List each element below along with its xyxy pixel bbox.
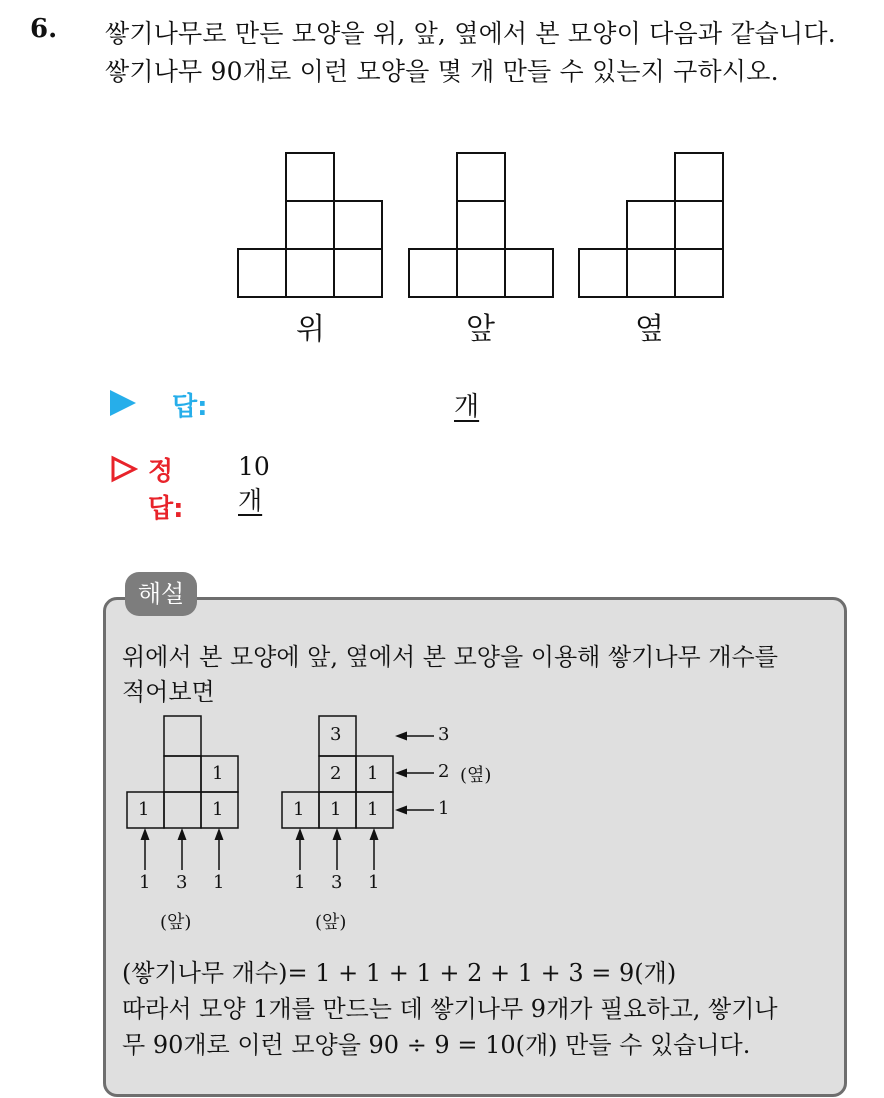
explanation-formula: (쌓기나무 개수)= 1 + 1 + 1 + 2 + 1 + 3 = 9(개) [122, 959, 677, 987]
diagram2-caption: (앞) [315, 912, 347, 933]
diagram2-cell: 1 [293, 799, 305, 820]
question-text-line2: 쌓기나무 90개로 이런 모양을 몇 개 만들 수 있는지 구하시오. [105, 57, 779, 86]
views-svg [230, 146, 730, 306]
top-view-label: 위 [296, 312, 325, 347]
diagram2-height: 1 [368, 872, 380, 893]
diagram2-cell: 1 [367, 763, 379, 784]
diagram1-caption: (앞) [160, 912, 192, 933]
diagram2-height: 3 [331, 872, 343, 893]
correct-answer-value-wrap [238, 452, 270, 517]
diagram1-cell: 1 [138, 799, 150, 820]
correct-answer-label: 정답: [148, 457, 184, 524]
diagram2-side-height: 3 [438, 724, 450, 745]
diagram2-cell: 3 [330, 724, 342, 745]
diagram2-cell: 1 [367, 799, 379, 820]
diagram2-cell: 1 [330, 799, 342, 820]
answer-unit: 개 [454, 392, 480, 422]
explanation-line3: 따라서 모양 1개를 만드는 데 쌓기나무 9개가 필요하고, 쌓기나 [122, 995, 778, 1023]
explanation-line4: 무 90개로 이런 모양을 90 ÷ 9 = 10(개) 만들 수 있습니다. [122, 1031, 751, 1059]
explanation-diagram-svg [122, 710, 522, 940]
hollow-triangle-icon [110, 455, 138, 483]
side-view-label: 옆 [635, 312, 664, 347]
question-number: 6. [30, 14, 58, 44]
left-arrows [401, 736, 434, 810]
diagram2-side-caption: (옆) [460, 765, 492, 786]
answer-label: 답: [172, 392, 208, 422]
top-view-grid [238, 153, 382, 297]
diagram2-height: 1 [294, 872, 306, 893]
diagram1-cell: 1 [212, 763, 224, 784]
diagram1-height: 3 [176, 872, 188, 893]
side-view-grid [579, 153, 723, 297]
diagram1-height: 1 [213, 872, 225, 893]
question-text-line1: 쌓기나무로 만든 모양을 위, 앞, 옆에서 본 모양이 다음과 같습니다. [105, 19, 836, 48]
play-triangle-icon [110, 390, 136, 416]
diagram2-side-height: 2 [438, 761, 450, 782]
explanation-line2: 적어보면 [122, 678, 215, 706]
diagram2-side-height: 1 [438, 798, 450, 819]
explanation-tab: 해설 [125, 572, 197, 616]
correct-answer-unit: 개 [238, 486, 263, 515]
correct-answer-value: 10 [238, 452, 270, 481]
diagram2-cell: 2 [330, 763, 342, 784]
up-arrows [145, 834, 374, 870]
diagram1-height: 1 [139, 872, 151, 893]
diagram1-cell: 1 [212, 799, 224, 820]
front-view-label: 앞 [466, 312, 495, 347]
front-view-grid [409, 153, 553, 297]
explanation-line1: 위에서 본 모양에 앞, 옆에서 본 모양을 이용해 쌓기나무 개수를 [122, 643, 778, 671]
